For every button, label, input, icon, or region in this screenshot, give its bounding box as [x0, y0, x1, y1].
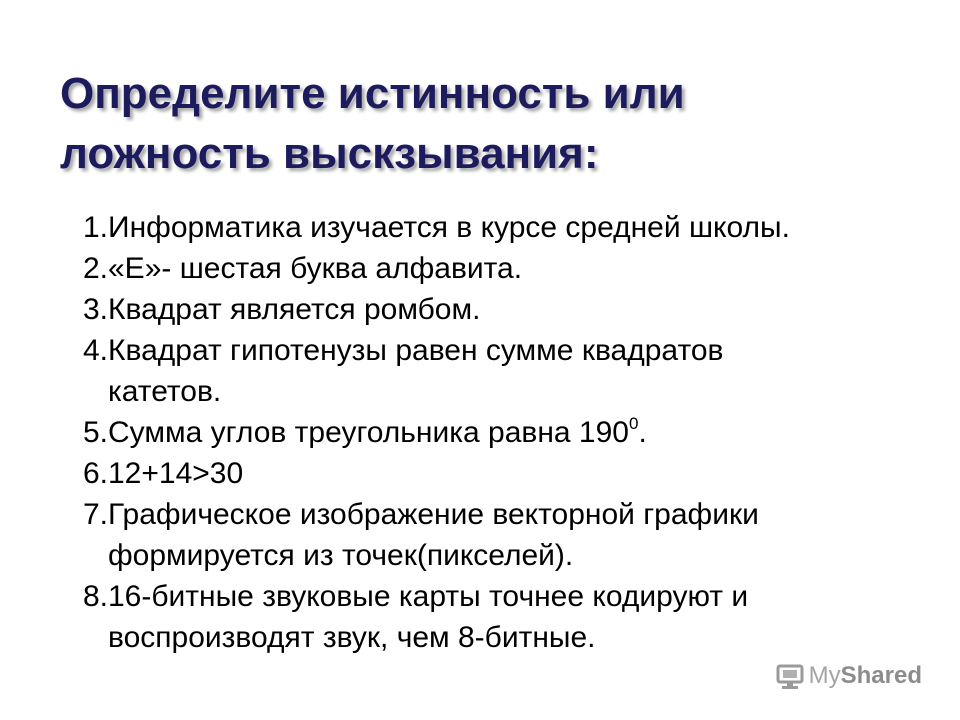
list-item — [60, 453, 920, 494]
item-number: 4. — [82, 334, 108, 367]
item-text — [108, 576, 920, 658]
item-text: 12+14>30 — [108, 457, 244, 490]
myshared-watermark — [775, 662, 922, 690]
title-line-2: ложность выскзывания: — [60, 129, 599, 178]
item-text-line-1: Квадрат гипотенузы равен сумме квадратов — [108, 334, 724, 367]
watermark-text-shared: Shared — [840, 662, 922, 689]
list-item — [60, 207, 920, 248]
item-number: 1. — [82, 211, 108, 244]
list-item — [60, 289, 920, 330]
item-text-tail: . — [638, 416, 647, 449]
watermark-text — [809, 662, 922, 690]
slide-title — [60, 64, 920, 184]
list-item — [60, 330, 920, 412]
list-item — [60, 576, 920, 658]
item-number: 3. — [82, 293, 108, 326]
item-number: 2. — [82, 252, 108, 285]
item-text-line-2: воспроизводят звук, чем 8-битные. — [108, 621, 596, 654]
degree-superscript: 0 — [628, 414, 639, 433]
item-text-main: Сумма углов треугольника равна 190 — [108, 416, 629, 449]
item-text — [108, 412, 920, 453]
item-number: 6. — [82, 457, 108, 490]
item-text-line-2: формируется из точек(пикселей). — [108, 539, 574, 572]
item-number: 5. — [82, 416, 108, 449]
title-line-1: Определите истинность или — [60, 69, 685, 118]
item-text-line-1: 16-битные звуковые карты точнее кодируют и — [108, 580, 749, 613]
list-item — [60, 412, 920, 453]
item-text-line-1: Графическое изображение векторной графики — [108, 498, 759, 531]
mysharedlogo-icon — [775, 662, 805, 690]
item-text: Информатика изучается в курсе средней школы. — [108, 211, 790, 244]
statement-list — [60, 207, 920, 658]
item-text: «Е»- шестая буква алфавита. — [108, 252, 523, 285]
item-text — [108, 330, 920, 412]
item-text-line-2: катетов. — [108, 375, 222, 408]
watermark-text-my: My — [808, 662, 841, 689]
list-item — [60, 248, 920, 289]
item-text: Квадрат является ромбом. — [108, 293, 481, 326]
item-text — [108, 494, 920, 576]
item-number: 7. — [82, 498, 108, 531]
item-number: 8. — [82, 580, 108, 613]
list-item — [60, 494, 920, 576]
